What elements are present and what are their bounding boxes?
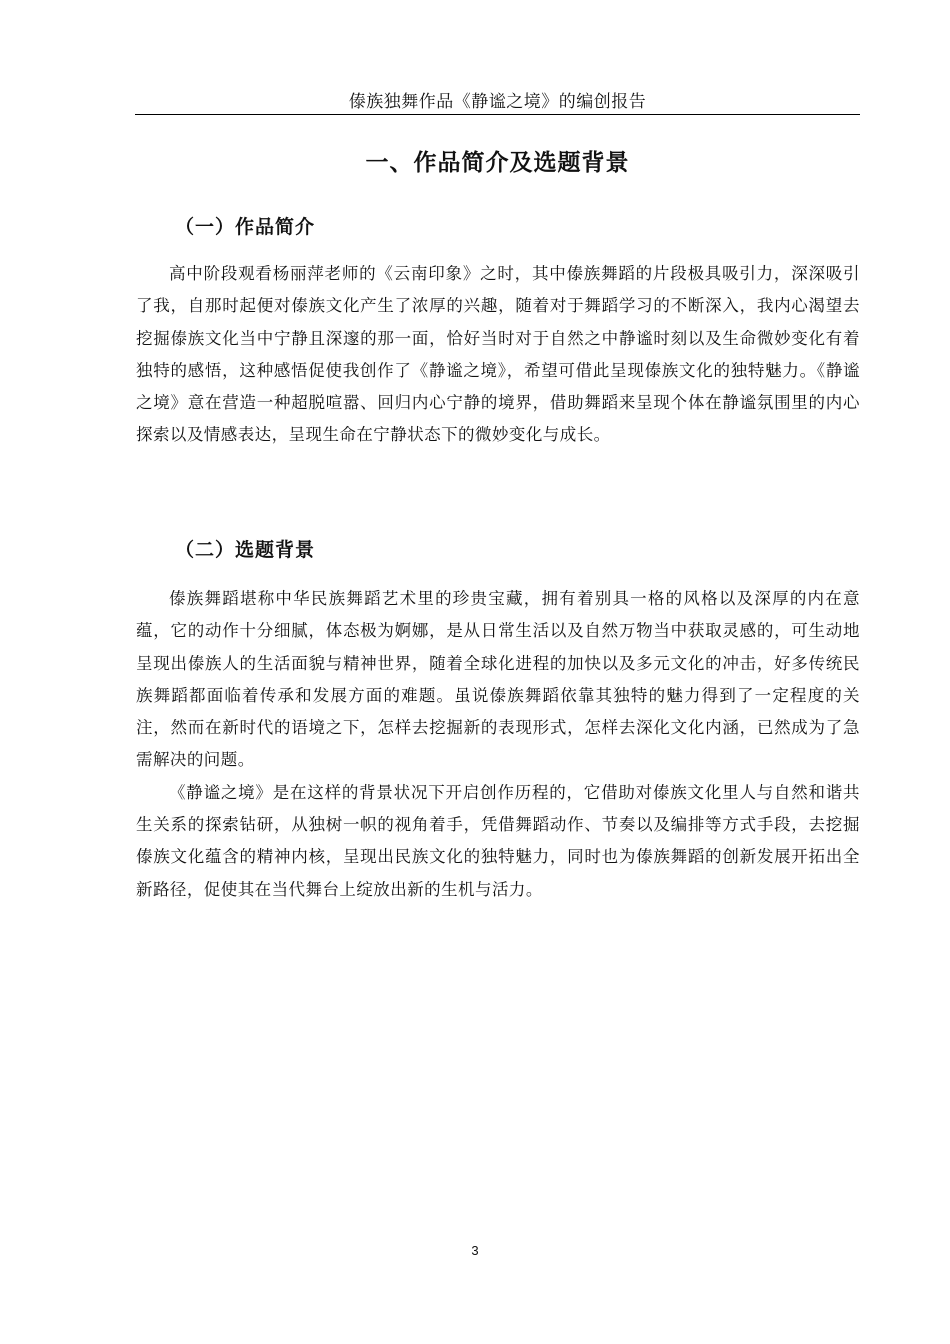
paragraph: 高中阶段观看杨丽萍老师的《云南印象》之时，其中傣族舞蹈的片段极具吸引力，深深吸引了我，自那时起便对傣族文化产生了浓厚的兴趣，随着对于舞蹈学习的不断深入，我内心渴望去挖掘傣族文化当中宁静且深邃的那一面，恰好当时对于自然之中静谧时刻以及生命微妙变化有着独特的感悟，这种感悟促使我创作了《静谧之境》，希望可借此呈现傣族文化的独特魅力。《静谧之境》意在营造一种超脱喧嚣、回归内心宁静的境界，借助舞蹈来呈现个体在静谧氛围里的内心探索以及情感表达，呈现生命在宁静状态下的微妙变化与成长。 [136, 264, 860, 445]
running-header: 傣族独舞作品《静谧之境》的编创报告 [348, 92, 647, 112]
section-body-background [136, 583, 860, 906]
chapter-title: 一、作品简介及选题背景 [365, 150, 630, 176]
page-number: 3 [471, 1243, 479, 1258]
paragraph: 《静谧之境》是在这样的背景状况下开启创作历程的，它借助对傣族文化里人与自然和谐共生关系的探索钻研，从独树一帜的视角着手，凭借舞蹈动作、节奏以及编排等方式手段，去挖掘傣族文化蕴含的精神内核，呈现出民族文化的独特魅力，同时也为傣族舞蹈的创新发展开拓出全新路径，促使其在当代舞台上绽放出新的生机与活力。 [136, 782, 860, 899]
section-title-background: （二）选题背景 [175, 539, 316, 561]
header-rule [135, 114, 860, 115]
section-title-intro: （一）作品简介 [175, 216, 316, 238]
paragraph: 傣族舞蹈堪称中华民族舞蹈艺术里的珍贵宝藏，拥有着别具一格的风格以及深厚的内在意蕴，它的动作十分细腻，体态极为婀娜，是从日常生活以及自然万物当中获取灵感的，可生动地呈现出傣族人的生活面貌与精神世界，随着全球化进程的加快以及多元文化的冲击，好多传统民族舞蹈都面临着传承和发展方面的难题。虽说傣族舞蹈依靠其独特的魅力得到了一定程度的关注，然而在新时代的语境之下，怎样去挖掘新的表现形式，怎样去深化文化内涵，已然成为了急需解决的问题。 [136, 589, 860, 770]
section-body-intro [136, 258, 860, 452]
